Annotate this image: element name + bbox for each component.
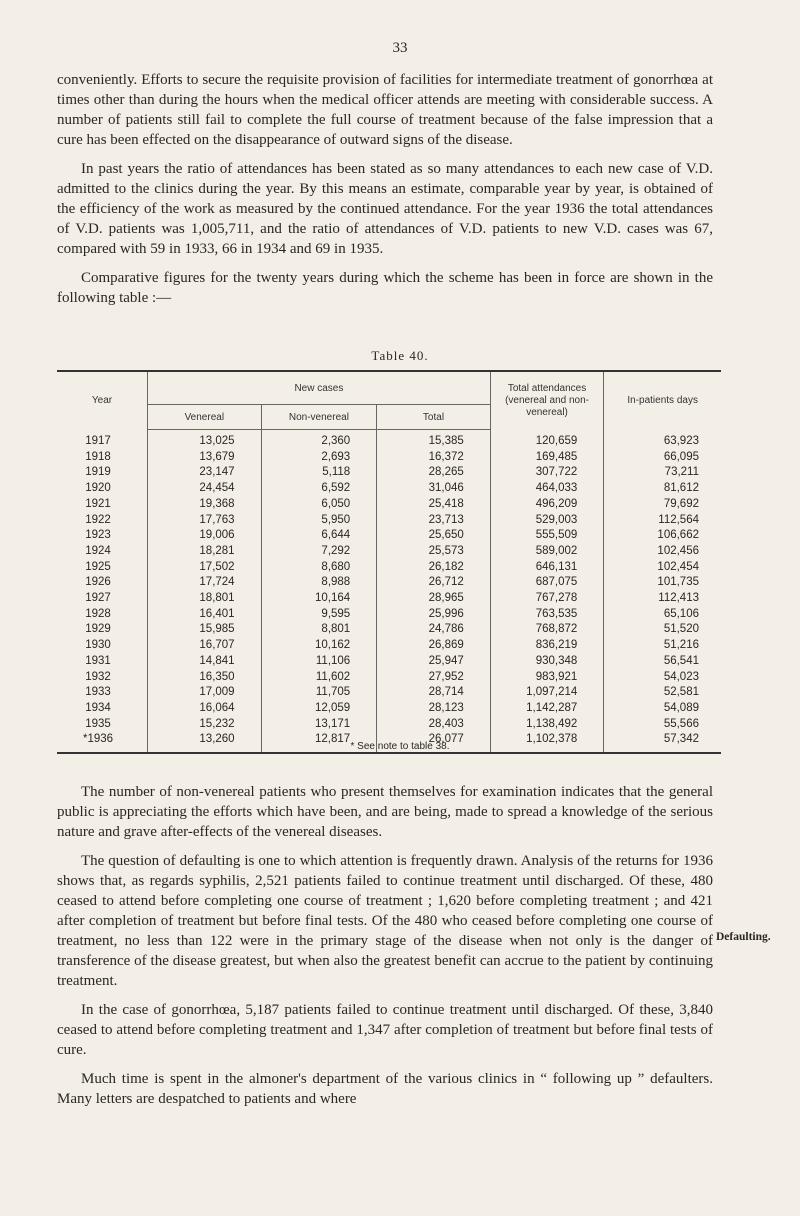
margin-note-defaulting: Defaulting. [716, 931, 771, 943]
cell-venereal: 15,232 [148, 717, 262, 733]
table-row [57, 450, 721, 466]
cell-total: 28,403 [377, 717, 491, 733]
cell-inpatients: 57,342 [663, 733, 699, 746]
cell-year: 1922 [57, 513, 148, 529]
paragraph: Much time is spent in the almoner's department of the various clinics in “ following up ” defaulters. Many letters are despatched to patients and where [57, 1071, 713, 1107]
table-row [57, 430, 721, 450]
cell-inpatients: 52,581 [663, 686, 699, 699]
cell-venereal: 19,006 [148, 528, 262, 544]
table-row [57, 575, 721, 591]
cell-inpatients: 81,612 [663, 482, 699, 495]
cell-non-venereal: 8,680 [261, 560, 377, 576]
cell-venereal: 13,025 [148, 430, 262, 450]
intro-text [57, 70, 713, 317]
paragraph: The question of defaulting is one to which attention is frequently drawn. Analysis of the returns for 1936 shows that, as regards syphilis, 2,521 patients failed to continue treatment until discharged. Of these, 480 ceased to attend before completing one course of treatment ; 1,620 before completing treatment ; and 421 after completion of treatment but before final tests. Of the 480 who ceased before completing one course of treatment, no less than 122 were in the primary stage of the disease when not only is the danger of transference of the disease greatest, but when also the greatest benefit can accrue to the patient by continuing treatment. [57, 853, 713, 989]
cell-total: 26,712 [377, 575, 491, 591]
paragraph: Comparative figures for the twenty years during which the scheme has been in force are shown in the following table :— [57, 270, 713, 306]
cell-total: 16,372 [377, 450, 491, 466]
cell-attendances: 930,348 [490, 654, 604, 670]
cell-non-venereal: 6,592 [261, 481, 377, 497]
cell-non-venereal: 9,595 [261, 607, 377, 623]
table-40 [57, 370, 721, 754]
table-row [57, 701, 721, 717]
table-row [57, 560, 721, 576]
table-row [57, 528, 721, 544]
cell-inpatients: 63,923 [663, 434, 699, 447]
cell-attendances: 496,209 [490, 497, 604, 513]
cell-venereal: 18,801 [148, 591, 262, 607]
cell-venereal: 19,368 [148, 497, 262, 513]
cell-year: 1925 [57, 560, 148, 576]
cell-non-venereal: 7,292 [261, 544, 377, 560]
cell-attendances: 169,485 [490, 450, 604, 466]
cell-venereal: 17,724 [148, 575, 262, 591]
table-row [57, 654, 721, 670]
cell-total: 25,573 [377, 544, 491, 560]
cell-total: 28,714 [377, 685, 491, 701]
cell-inpatients: 112,413 [658, 592, 699, 605]
cell-year: 1935 [57, 717, 148, 733]
cell-inpatients: 66,095 [663, 450, 699, 463]
cell-venereal: 16,401 [148, 607, 262, 623]
cell-non-venereal: 5,950 [261, 513, 377, 529]
header-total-attendances-label: Total attendances [507, 382, 587, 394]
cell-inpatients: 51,216 [663, 639, 699, 652]
cell-total: 24,786 [377, 622, 491, 638]
cell-total: 31,046 [377, 481, 491, 497]
cell-venereal: 13,679 [148, 450, 262, 466]
cell-year: 1923 [57, 528, 148, 544]
table-row [57, 513, 721, 529]
cell-attendances: 464,033 [490, 481, 604, 497]
cell-non-venereal: 10,162 [261, 638, 377, 654]
cell-inpatients: 54,089 [663, 701, 699, 714]
cell-year: 1928 [57, 607, 148, 623]
cell-non-venereal: 6,644 [261, 528, 377, 544]
cell-year: *1936 [57, 732, 148, 753]
cell-venereal: 16,707 [148, 638, 262, 654]
cell-non-venereal: 10,164 [261, 591, 377, 607]
cell-inpatients: 73,211 [664, 466, 699, 479]
cell-year: 1934 [57, 701, 148, 717]
cell-inpatients: 79,692 [663, 497, 699, 510]
cell-year: 1932 [57, 670, 148, 686]
table-row [57, 607, 721, 623]
cell-non-venereal: 11,602 [261, 670, 377, 686]
cell-attendances: 1,102,378 [490, 732, 604, 753]
header-total: Total [377, 405, 491, 430]
table-row [57, 717, 721, 733]
cell-total: 28,965 [377, 591, 491, 607]
table-body [57, 430, 721, 754]
cell-attendances: 768,872 [490, 622, 604, 638]
cell-non-venereal: 2,360 [261, 430, 377, 450]
cell-total: 28,265 [377, 465, 491, 481]
cell-year: 1921 [57, 497, 148, 513]
table-row [57, 481, 721, 497]
cell-total: 28,123 [377, 701, 491, 717]
cell-non-venereal: 5,118 [261, 465, 377, 481]
cell-year: 1931 [57, 654, 148, 670]
cell-total: 25,947 [377, 654, 491, 670]
after-text [57, 782, 713, 1118]
cell-total: 26,077 [377, 732, 491, 753]
paragraph: The number of non-venereal patients who present themselves for examination indicates that the general public is appreciating the efforts which have been, and are being, made to spread a knowledge of the serious nature and grave after-effects of the venereal diseases. [57, 784, 713, 840]
cell-venereal: 18,281 [148, 544, 262, 560]
cell-inpatients: 101,735 [657, 576, 699, 589]
header-new-cases: New cases [148, 371, 491, 405]
paragraph: In the case of gonorrhœa, 5,187 patients failed to continue treatment until discharged. Of these, 3,840 ceased to attend before completing treatment and 1,347 after completion of treatment but before final tests of cure. [57, 1002, 713, 1058]
cell-non-venereal: 8,801 [261, 622, 377, 638]
data-table [57, 370, 721, 754]
cell-inpatients: 106,662 [657, 529, 699, 542]
cell-non-venereal: 8,988 [261, 575, 377, 591]
cell-year: 1924 [57, 544, 148, 560]
cell-venereal: 17,763 [148, 513, 262, 529]
cell-inpatients: 54,023 [663, 670, 699, 683]
cell-venereal: 24,454 [148, 481, 262, 497]
cell-total: 26,869 [377, 638, 491, 654]
table-row [57, 638, 721, 654]
header-total-attendances-note: (venereal and non-venereal) [505, 394, 590, 418]
table-row [57, 591, 721, 607]
cell-non-venereal: 2,693 [261, 450, 377, 466]
header-inpatients-days: In-patients days [627, 394, 698, 406]
cell-attendances: 646,131 [490, 560, 604, 576]
cell-non-venereal: 13,171 [261, 717, 377, 733]
cell-year: 1920 [57, 481, 148, 497]
cell-inpatients: 55,566 [663, 717, 699, 730]
cell-attendances: 120,659 [490, 430, 604, 450]
cell-non-venereal: 12,817 [261, 732, 377, 753]
cell-attendances: 555,509 [490, 528, 604, 544]
cell-venereal: 14,841 [148, 654, 262, 670]
cell-venereal: 16,064 [148, 701, 262, 717]
table-row [57, 670, 721, 686]
cell-attendances: 836,219 [490, 638, 604, 654]
table-caption: Table 40. [371, 348, 429, 363]
table-row [57, 622, 721, 638]
table-row [57, 685, 721, 701]
page-number: 33 [392, 40, 408, 56]
cell-total: 25,418 [377, 497, 491, 513]
cell-non-venereal: 11,705 [261, 685, 377, 701]
cell-total: 26,182 [377, 560, 491, 576]
cell-attendances: 983,921 [490, 670, 604, 686]
header-non-venereal: Non-venereal [261, 405, 377, 430]
cell-attendances: 529,003 [490, 513, 604, 529]
cell-inpatients: 102,456 [657, 544, 699, 557]
cell-year: 1930 [57, 638, 148, 654]
cell-year: 1917 [57, 430, 148, 450]
cell-inpatients: 65,106 [663, 607, 699, 620]
cell-venereal: 13,260 [148, 732, 262, 753]
cell-inpatients: 51,520 [663, 623, 699, 636]
cell-year: 1918 [57, 450, 148, 466]
cell-attendances: 307,722 [490, 465, 604, 481]
cell-total: 15,385 [377, 430, 491, 450]
cell-year: 1927 [57, 591, 148, 607]
cell-total: 25,996 [377, 607, 491, 623]
cell-venereal: 17,009 [148, 685, 262, 701]
cell-venereal: 23,147 [148, 465, 262, 481]
cell-inpatients: 56,541 [663, 654, 699, 667]
cell-year: 1929 [57, 622, 148, 638]
cell-venereal: 17,502 [148, 560, 262, 576]
paragraph: In past years the ratio of attendances has been stated as so many attendances to each new case of V.D. admitted to the clinics during the year. By this means an estimate, comparable year by year, is obtained of the efficiency of the work as measured by the continued attendance. For the year 1936 the total attendances of V.D. patients was 1,005,711, and the ratio of attendances of V.D. patients to new V.D. cases was 67, compared with 59 in 1933, 66 in 1934 and 69 in 1935. [57, 161, 713, 257]
table-footnote: * See note to table 38. [350, 741, 450, 752]
cell-attendances: 763,535 [490, 607, 604, 623]
header-venereal: Venereal [148, 405, 262, 430]
cell-total: 23,713 [377, 513, 491, 529]
table-row [57, 544, 721, 560]
table-row [57, 465, 721, 481]
cell-year: 1919 [57, 465, 148, 481]
cell-attendances: 1,142,287 [490, 701, 604, 717]
cell-total: 25,650 [377, 528, 491, 544]
cell-attendances: 767,278 [490, 591, 604, 607]
cell-attendances: 687,075 [490, 575, 604, 591]
cell-attendances: 1,097,214 [490, 685, 604, 701]
cell-total: 27,952 [377, 670, 491, 686]
header-total-attendances [490, 371, 604, 430]
cell-inpatients: 102,454 [657, 560, 699, 573]
cell-attendances: 589,002 [490, 544, 604, 560]
cell-venereal: 16,350 [148, 670, 262, 686]
cell-non-venereal: 12,059 [261, 701, 377, 717]
table-row [57, 497, 721, 513]
header-year: Year [57, 371, 148, 430]
cell-venereal: 15,985 [148, 622, 262, 638]
cell-non-venereal: 11,106 [261, 654, 377, 670]
cell-year: 1933 [57, 685, 148, 701]
cell-year: 1926 [57, 575, 148, 591]
paragraph: conveniently. Efforts to secure the requisite provision of facilities for intermediate treatment of gonorrhœa at times other than during the hours when the medical officer attends are meeting with considerable success. A number of patients still fail to complete the full course of treatment because of the false impression that a cure has been effected on the disappearance of outward signs of the disease. [57, 72, 713, 148]
cell-inpatients: 112,564 [658, 513, 699, 526]
cell-attendances: 1,138,492 [490, 717, 604, 733]
cell-non-venereal: 6,050 [261, 497, 377, 513]
